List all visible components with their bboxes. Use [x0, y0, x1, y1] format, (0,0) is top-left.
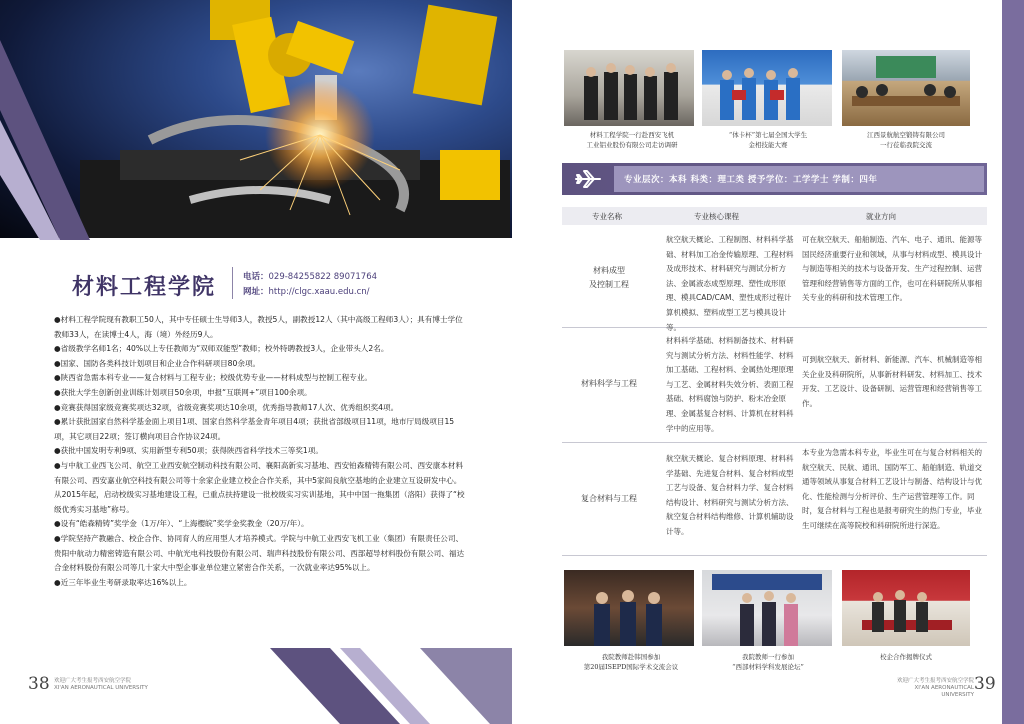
row-career: 可在航空航天、船舶制造、汽车、电子、通讯、能源等国民经济重要行业和领域，从事与材料成型、模具设计与制造等相关的技术与设备开发、生产过程控制、运营管理和经营销售等方面的工作，也可在科研院所从事相关专业的科研和技术管理工作。 [802, 235, 982, 303]
photo-forum [702, 570, 832, 646]
web-value: http://clgc.xaau.edu.cn/ [268, 287, 370, 297]
caption-competition: “体卡杯”第七届全国大学生 金相技能大赛 [728, 131, 808, 149]
photo-korea-conference [564, 570, 694, 646]
photo-factory-visit [564, 50, 694, 126]
list-item: ●国家、国防各类科技计划项目和企业合作科研项目80余项。 [54, 358, 261, 368]
caption-korea-conference: 我院教师赴韩国参加 第20届ISEPD国际学术交流会议 [583, 653, 679, 671]
list-item: ●陕西省急需本科专业——复合材料与工程专业；校级优势专业——材料成型与控制工程专业。 [54, 373, 372, 383]
right-edge-stripe [1002, 0, 1024, 724]
page-number-left: 38 [28, 674, 50, 694]
list-item: ●获批大学生创新创业训练计划项目50余项，申报“互联网+”项目100余项。 [54, 387, 312, 397]
airplane-icon [574, 170, 602, 188]
row-career: 可到航空航天、新材料、新能源、汽车、机械制造等相关企业及科研院所，从事新材料研发、材料加工、技术开发、工艺设计、设备研制、运营管理和经营销售等工作。 [802, 355, 982, 408]
web-label: 网址： [243, 287, 269, 297]
table-header [562, 207, 987, 225]
caption-signing-ceremony: 校企合作揭牌仪式 [880, 653, 932, 661]
title-divider [232, 267, 233, 299]
footer-cn: 欢迎广大考生报考西安航空学院 [896, 678, 974, 684]
row-courses: 材料科学基础、材料制备技术、材料研究与测试分析方法、材料性能学、材料加工基础、工程材料、金属热处理原理与工艺、金属材料失效分析、表面工程基础、材料腐蚀与防护、粉末冶金原理、金属基复合材料、计算机在材料科学中的应用等。 [666, 336, 794, 433]
footer-en: XI'AN AERONAUTICAL UNIVERSITY [54, 685, 148, 691]
college-facts-list [54, 313, 468, 590]
row-career: 本专业为急需本科专业，毕业生可在与复合材料相关的航空航天、民航、通讯、国防军工、船舶制造、轨道交通等领域从事复合材料工艺设计与制备、结构设计与优化、性能检测与分析评价、生产运营管理等工作。同时，复合材料与工程也是报考研究生的热门专业，毕业生可继续在高等院校和科研院所进行深造。 [802, 448, 982, 530]
footer-left [54, 678, 148, 692]
row-major-name: 复合材料与工程 [581, 494, 637, 503]
phone-label: 电话： [243, 272, 269, 282]
list-item: ●学院坚持产教融合、校企合作、协同育人的应用型人才培养模式。学院与中航工业西安飞机工业（集团）有限责任公司、贵阳中航动力精密铸造有限公司、中航光电科技股份有限公司、瑞声科技股份有限公司、西部超导材料股份有限公司、福达合金材料股份有限公司等几十家大中型企事业单位建立紧密合作关系，一次就业率达95%以上。 [54, 533, 465, 573]
photo-signing-ceremony [842, 570, 970, 646]
header-career: 就业方向 [866, 212, 896, 221]
page-number-right: 39 [974, 674, 996, 694]
table-row [562, 228, 987, 332]
row-major-name: 材料成型 及控制工程 [589, 266, 629, 289]
caption-factory-visit: 材料工程学院一行赴西安飞机 工业铝业股份有限公司走访调研 [586, 131, 678, 149]
list-item: ●获批中国发明专利9项、实用新型专利50项；获得陕西省科学技术三等奖1项。 [54, 446, 323, 456]
header-major: 专业名称 [592, 212, 622, 221]
banner-text-box [614, 166, 984, 192]
list-item: ●材料工程学院现有教职工50人，其中专任硕士生导师3人，教授5人，副教授12人（其中高级工程师3人）；具有博士学位教师33人，在读博士4人，海（境）外经历9人。 [54, 315, 463, 339]
table-row [562, 444, 987, 556]
footer-en: XI'AN AERONAUTICAL UNIVERSITY [914, 685, 974, 698]
phone-value: 029-84255822 89071764 [268, 272, 378, 282]
photo-meeting [842, 50, 970, 126]
list-item: ●竞赛获得国家级竞赛奖项达32项，省级竞赛奖项达10余项，优秀指导教师17人次、优秀组织奖4项。 [54, 402, 399, 412]
contact-info [243, 270, 377, 300]
list-item: ●与中航工业西飞公司、航空工业西安航空制动科技有限公司、襄阳高新实习基地、西安铂森精铸有限公司、西安康本材料有限公司、西安嘉业航空科技有限公司等十余家企业建立校企合作关系，其中5家阎良航空基地的企业建立互设研发中心。从2015年起，启动校级实习基地建设工程，已重点扶持建设一批校级实习实训基地，其中中国一拖集团（洛阳）获得了“校级优秀实习基地”称号。 [54, 460, 465, 514]
right-page [512, 0, 1024, 724]
row-major-name: 材料科学与工程 [581, 379, 637, 388]
program-info-banner [562, 163, 987, 195]
list-item: ●累计获批国家自然科学基金面上项目1项、国家自然科学基金青年项目4项；获批省部级项目11项，地市厅局级项目15项，其它项目22项；签订横向项目合作协议24项。 [54, 417, 455, 441]
list-item: ●设有“皓森精铸”奖学金（1万/年）、“上海樱皖”奖学金奖教金（20万/年）。 [54, 519, 309, 529]
footer-right [884, 678, 974, 699]
caption-meeting: 江西景航航空锻铸有限公司 一行莅临我院交流 [867, 131, 945, 149]
college-name: 材料工程学院 [72, 275, 217, 300]
row-courses: 航空航天概论、复合材料原理、材料科学基础、先进复合材料、复合材料成型工艺与设备、复合材料力学、复合材料结构设计、材料研究与测试分析方法、航空复合材料结构维修、计算机辅助设计等。 [666, 454, 794, 536]
caption-forum: 我院教师一行参加 “西部材料学科发展论坛” [732, 653, 804, 671]
robot-welding-photo [0, 0, 512, 238]
row-courses: 航空航天概论、工程制图、材料科学基础、材料加工冶金传输原理、工程材料及成形技术、材料研究与测试分析方法、金属液态成型原理、塑性成形原理、模具CAD/CAM、塑性成形过程计算机模拟、塑料成型工艺与模具设计等。 [666, 235, 794, 332]
header-courses: 专业核心课程 [694, 212, 739, 221]
banner-text: 专业层次：本科 科类：理工类 授予学位：工学学士 学制：四年 [624, 175, 878, 185]
photo-competition [702, 50, 832, 126]
list-item: ●省级教学名师1名；40%以上专任教师为“双师双能型”教师；校外特聘教授3人，企业带头人2名。 [54, 344, 389, 354]
list-item: ●近三年毕业生考研录取率达16%以上。 [54, 577, 192, 587]
footer-cn: 欢迎广大考生报考西安航空学院 [54, 678, 132, 684]
table-row [562, 329, 987, 443]
